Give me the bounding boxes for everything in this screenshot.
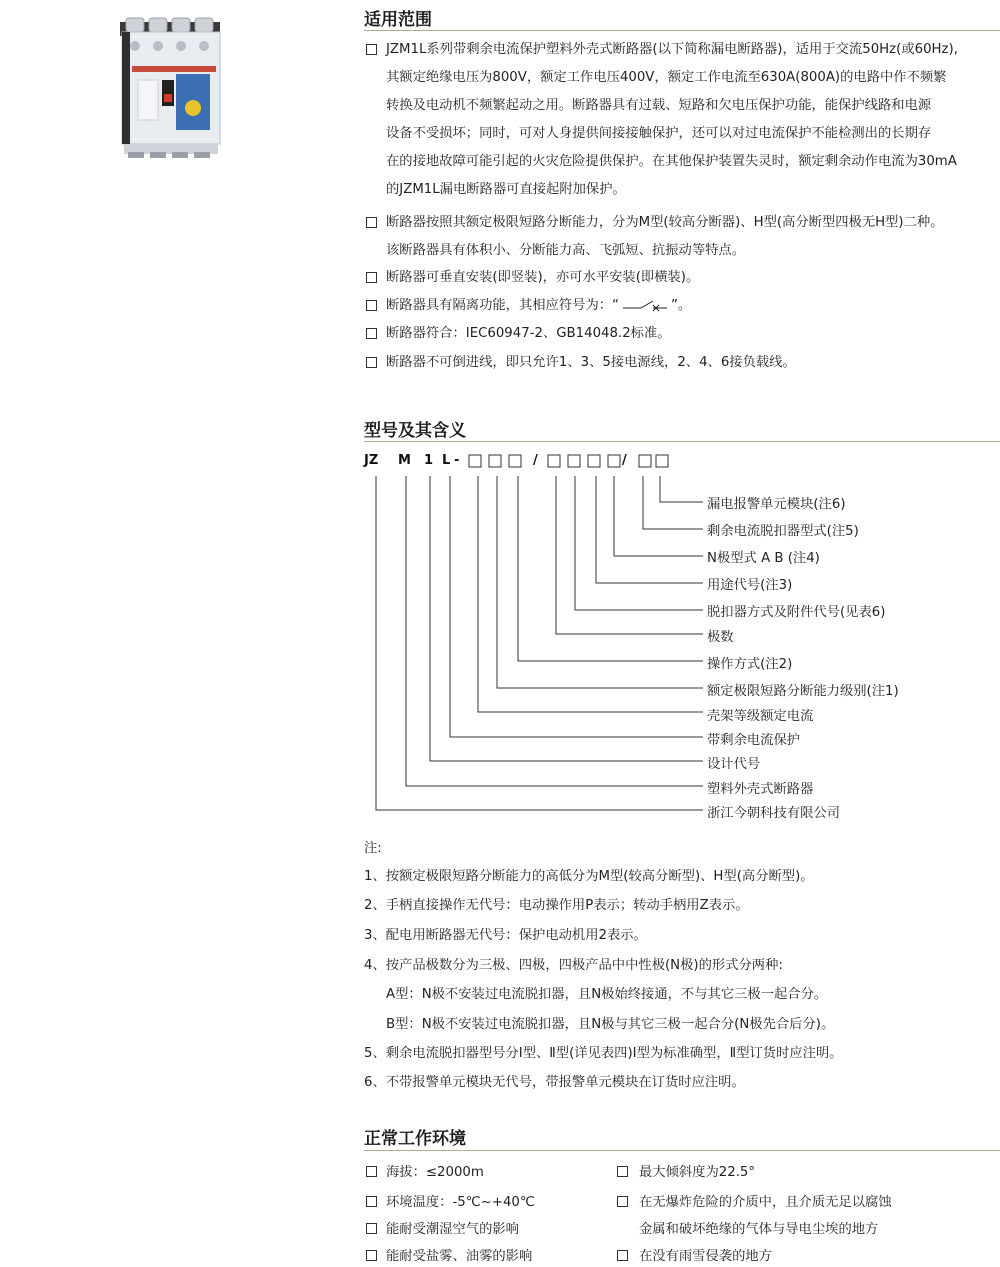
model-code-slash: / bbox=[533, 453, 538, 468]
model-code-jz: JZ bbox=[364, 453, 379, 468]
leader-line bbox=[643, 476, 703, 529]
isolation-symbol-icon bbox=[619, 298, 671, 312]
bullet-box-icon bbox=[366, 357, 377, 368]
model-code-m: M bbox=[398, 453, 411, 468]
note-item: 5、剩余电流脱扣器型号分Ⅰ型、Ⅱ型(详见表四)Ⅰ型为标准确型，Ⅱ型订货时应注明。 bbox=[364, 1046, 843, 1061]
code-placeholder-box bbox=[639, 455, 651, 467]
note-item: 1、按额定极限短路分断能力的高低分为M型(较高分断型)、H型(高分断型)。 bbox=[364, 869, 814, 884]
leader-line bbox=[376, 476, 703, 810]
code-label: 漏电报警单元模块(注6) bbox=[707, 497, 846, 512]
leader-line bbox=[575, 476, 703, 610]
leader-line bbox=[596, 476, 703, 583]
bullet-box-icon bbox=[366, 217, 377, 228]
code-placeholder-box bbox=[489, 455, 501, 467]
leader-line bbox=[660, 476, 703, 502]
code-label: 脱扣器方式及附件代号(见表6) bbox=[707, 605, 886, 620]
code-placeholder-box bbox=[469, 455, 481, 467]
environment-item: 金属和破坏绝缘的气体与导电尘埃的地方 bbox=[639, 1222, 879, 1237]
scope-paragraph-2: 断路器按照其额定极限短路分断能力，分为M型(较高分断器)、H型(高分断型四极无H型)二种。 该断路器具有体积小、分断能力高、飞弧短、抗振动等特点。 bbox=[386, 215, 944, 258]
bullet-box-icon bbox=[617, 1250, 628, 1261]
code-placeholder-box bbox=[568, 455, 580, 467]
bullet-box-icon bbox=[617, 1196, 628, 1207]
bullet-box-icon bbox=[366, 328, 377, 339]
environment-item: 在无爆炸危险的介质中，且介质无足以腐蚀 bbox=[639, 1195, 892, 1210]
bullet-box-icon bbox=[366, 1196, 377, 1207]
bullet-box-icon bbox=[366, 300, 377, 311]
scope-paragraph-4: 断路器具有隔离功能，其相应符号为：“ ”。 bbox=[386, 298, 692, 313]
bullet-box-icon bbox=[366, 1166, 377, 1177]
code-label: N极型式 A B (注4) bbox=[707, 551, 820, 566]
leader-line bbox=[556, 476, 703, 634]
environment-item: 环境温度：-5℃~+40℃ bbox=[386, 1195, 535, 1210]
code-placeholder-box bbox=[608, 455, 620, 467]
code-label: 壳架等级额定电流 bbox=[707, 709, 814, 724]
note-item: 3、配电用断路器无代号：保护电动机用2表示。 bbox=[364, 928, 647, 943]
note-item: B型：N极不安装过电流脱扣器，且N极与其它三极一起合分(N极先合后分)。 bbox=[386, 1017, 835, 1032]
bullet-box-icon bbox=[617, 1166, 628, 1177]
bullet-box-icon bbox=[366, 44, 377, 55]
note-item: 4、按产品极数分为三极、四极，四极产品中中性极(N极)的形式分两种: bbox=[364, 958, 783, 973]
bullet-box-icon bbox=[366, 272, 377, 283]
code-label: 操作方式(注2) bbox=[707, 657, 793, 672]
code-placeholder-box bbox=[509, 455, 521, 467]
leader-line bbox=[518, 476, 703, 661]
notes-title: 注: bbox=[364, 841, 382, 856]
bullet-box-icon bbox=[366, 1223, 377, 1234]
code-label: 浙江今朝科技有限公司 bbox=[707, 806, 840, 821]
model-code-slash: / bbox=[622, 453, 627, 468]
code-label: 极数 bbox=[707, 630, 734, 645]
scope-paragraph-1: JZM1L系列带剩余电流保护塑料外壳式断路器(以下简称漏电断路器)，适用于交流50Hz(或60Hz), 其额定绝缘电压为800V，额定工作电压400V，额定工作电流至630A(800A)的电路中作不频繁 转换及电动机不频繁起动之用。断路器具有过载、短路和欠电压保护功能，能保护线路和电源 设备不受损坏；同时，可对人身提供间接接触保护，还可以对过电流保护不能检测出的长期存 在的接地故障可能引起的火灾危险提供保护。在其他保护装置失灵时，额定剩余动作电流为30mA 的JZM1L漏电断路器可直接起附加保护。 bbox=[386, 42, 958, 197]
code-placeholder-box bbox=[656, 455, 668, 467]
scope-paragraph-5: 断路器符合：IEC60947-2、GB14048.2标准。 bbox=[386, 326, 671, 341]
leader-line bbox=[406, 476, 703, 786]
section-title-scope: 适用范围 bbox=[364, 10, 432, 30]
section-title-environment: 正常工作环境 bbox=[364, 1129, 466, 1149]
code-label: 用途代号(注3) bbox=[707, 578, 793, 593]
code-placeholder-box bbox=[548, 455, 560, 467]
section-rule bbox=[364, 30, 1000, 31]
scope-paragraph-6: 断路器不可倒进线，即只允许1、3、5接电源线，2、4、6接负载线。 bbox=[386, 355, 796, 370]
leader-line bbox=[478, 476, 703, 712]
note-item: 2、手柄直接操作无代号：电动操作用P表示；转动手柄用Z表示。 bbox=[364, 898, 749, 913]
environment-item: 海拔：≤2000m bbox=[386, 1165, 484, 1180]
environment-item: 能耐受盐雾、油雾的影响 bbox=[386, 1249, 533, 1264]
note-item: 6、不带报警单元模块无代号，带报警单元模块在订货时应注明。 bbox=[364, 1075, 745, 1090]
leader-line bbox=[450, 476, 703, 737]
code-label: 带剩余电流保护 bbox=[707, 733, 801, 748]
code-label: 剩余电流脱扣器型式(注5) bbox=[707, 524, 859, 539]
section-rule bbox=[364, 1150, 1000, 1151]
environment-item: 能耐受潮湿空气的影响 bbox=[386, 1222, 519, 1237]
environment-item: 在没有雨雪侵袭的地方 bbox=[639, 1249, 772, 1264]
scope-paragraph-3: 断路器可垂直安装(即竖装)，亦可水平安装(即横装)。 bbox=[386, 270, 700, 285]
leader-line bbox=[430, 476, 703, 761]
code-placeholder-box bbox=[588, 455, 600, 467]
code-label: 设计代号 bbox=[707, 757, 761, 772]
model-code-1: 1 bbox=[424, 453, 434, 468]
section-title-model: 型号及其含义 bbox=[364, 421, 466, 441]
model-code-l: L bbox=[442, 453, 451, 468]
code-label: 额定极限短路分断能力级别(注1) bbox=[707, 684, 899, 699]
model-code-dash: - bbox=[454, 453, 460, 468]
section-rule bbox=[364, 441, 1000, 442]
leader-line bbox=[497, 476, 703, 688]
leader-line bbox=[614, 476, 703, 556]
bullet-box-icon bbox=[366, 1250, 377, 1261]
note-item: A型：N极不安装过电流脱扣器，且N极始终接通，不与其它三极一起合分。 bbox=[386, 987, 828, 1002]
code-label: 塑料外壳式断路器 bbox=[707, 782, 814, 797]
environment-item: 最大倾斜度为22.5° bbox=[639, 1165, 756, 1180]
